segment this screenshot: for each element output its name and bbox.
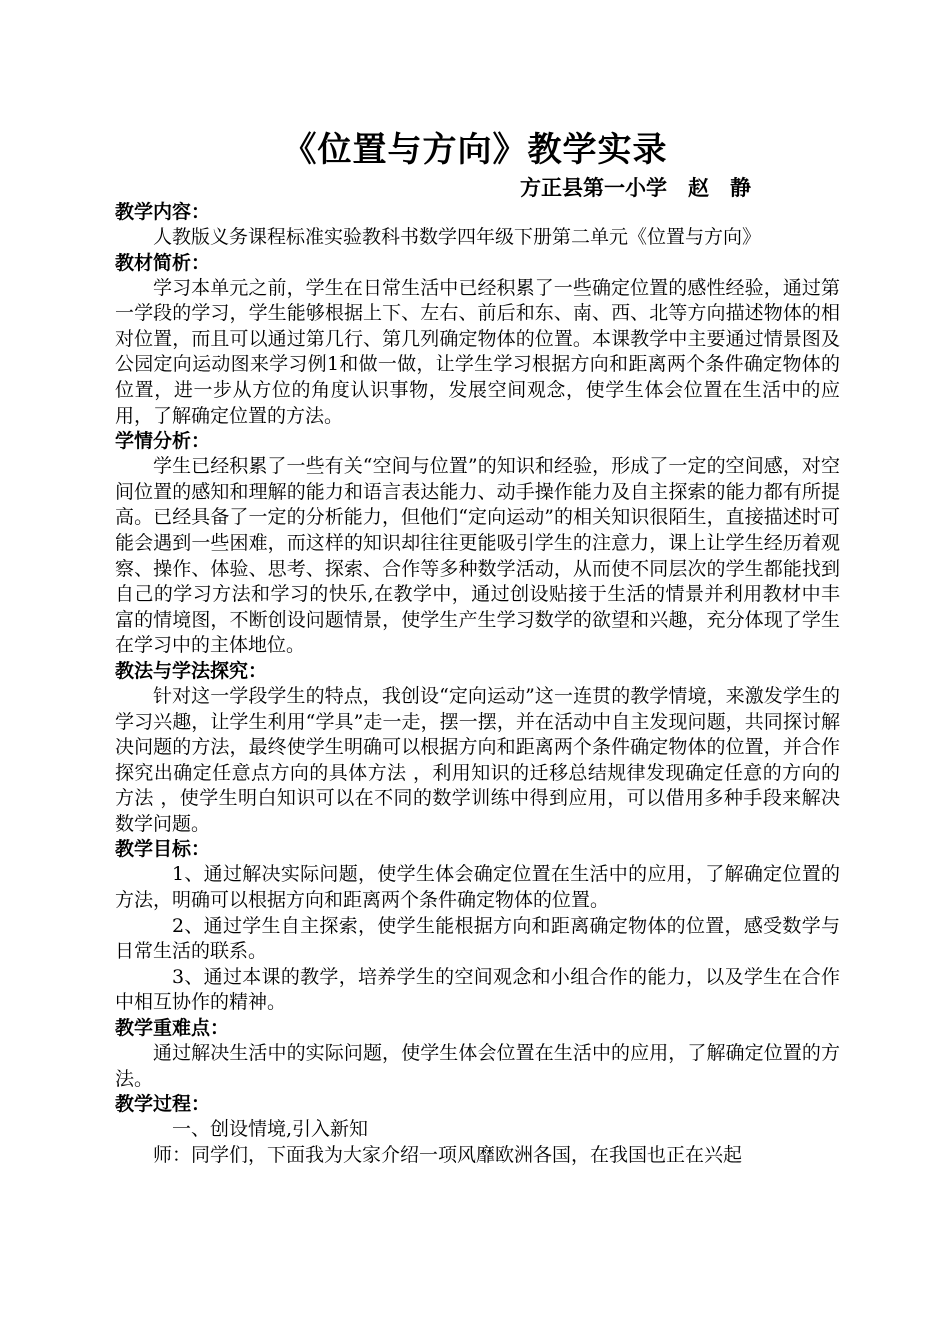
section-paragraph: 学习本单元之前，学生在日常生活中已经积累了一些确定位置的感性经验，通过第一学段的学习，学生能够根据上下、左右、前后和东、南、西、北等方向描述物体的相对位置，而且可以通过第几行、第几列确定物体的位置。本课教学中主要通过情景图及公园定向运动图来学习例1和做一做，让学生学习根据方向和距离两个条件确定物体的位置，进一步从方位的角度认识事物，发展空间观念，使学生体会位置在生活中的应用，了解确定位置的方法。 xyxy=(115,276,840,427)
section-paragraph: 学生已经积累了一些有关“空间与位置”的知识和经验，形成了一定的空间感，对空间位置的感知和理解的能力和语言表达能力、动手操作能力及自主探索的能力都有所提高。已经具备了一定的分析能力，但他们“定向运动”的相关知识很陌生，直接描述时可能会遇到一些困难，而这样的知识却往往更能吸引学生的注意力，课上让学生经历着观察、操作、体验、思考、探索、合作等多种数学活动，从而使不同层次的学生都能找到自己的学习方法和学习的快乐,在教学中，通过创设贴接于生活的情景并利用教材中丰富的情境图，不断创设问题情景，使学生产生学习数学的欲望和兴趣，充分体现了学生在学习中的主体地位。 xyxy=(115,455,840,657)
section-heading-process: 教学过程： xyxy=(115,1093,211,1116)
section-paragraph: 通过解决生活中的实际问题，使学生体会位置在生活中的应用，了解确定位置的方法。 xyxy=(115,1042,840,1090)
section-paragraph: 人教版义务课程标准实验教科书数学四年级下册第二单元《位置与方向》 xyxy=(153,226,762,248)
section-heading-content: 教学内容： xyxy=(115,201,211,223)
section-heading-key-points: 教学重难点： xyxy=(115,1017,230,1040)
section-heading-material: 教材简析： xyxy=(115,251,211,274)
goal-item: 3、通过本课的教学，培养学生的空间观念和小组合作的能力，以及学生在合作中相互协作的精神。 xyxy=(115,965,840,1014)
section-heading-methods: 教法与学法探究： xyxy=(115,659,268,682)
process-step-title: 一、创设情境,引入新知 xyxy=(172,1118,369,1141)
document-title: 《位置与方向》教学实录 xyxy=(282,130,668,170)
goal-item: 2、通过学生自主探索，使学生能根据方向和距离确定物体的位置，感受数学与日常生活的联系。 xyxy=(115,914,840,963)
section-paragraph: 针对这一学段学生的特点，我创设“定向运动”这一连贯的教学情境，来激发学生的学习兴趣，让学生利用“学具”走一走，摆一摆，并在活动中自主发现问题，共同探讨解决问题的方法，最终使学生明确可以根据方向和距离两个条件确定物体的位置，并合作探究出确定任意点方向的具体方法 ，利用知识的迁移总结规律发现确定任意的方向的方法 ，使学生明白知识可以在不同的数学训练中得到应用，可以借用多种手段来解决数学问题。 xyxy=(115,684,840,835)
document-author: 方正县第一小学 赵 静 xyxy=(520,175,751,200)
section-heading-goals: 教学目标： xyxy=(115,838,211,861)
section-paragraph: 师：同学们，下面我为大家介绍一项风靡欧洲各国，在我国也正在兴起 xyxy=(153,1143,743,1166)
document-body xyxy=(115,200,840,1168)
goal-item: 1、通过解决实际问题，使学生体会确定位置在生活中的应用，了解确定位置的方法，明确可以根据方向和距离两个条件确定物体的位置。 xyxy=(115,863,840,912)
section-heading-students: 学情分析： xyxy=(115,430,211,453)
